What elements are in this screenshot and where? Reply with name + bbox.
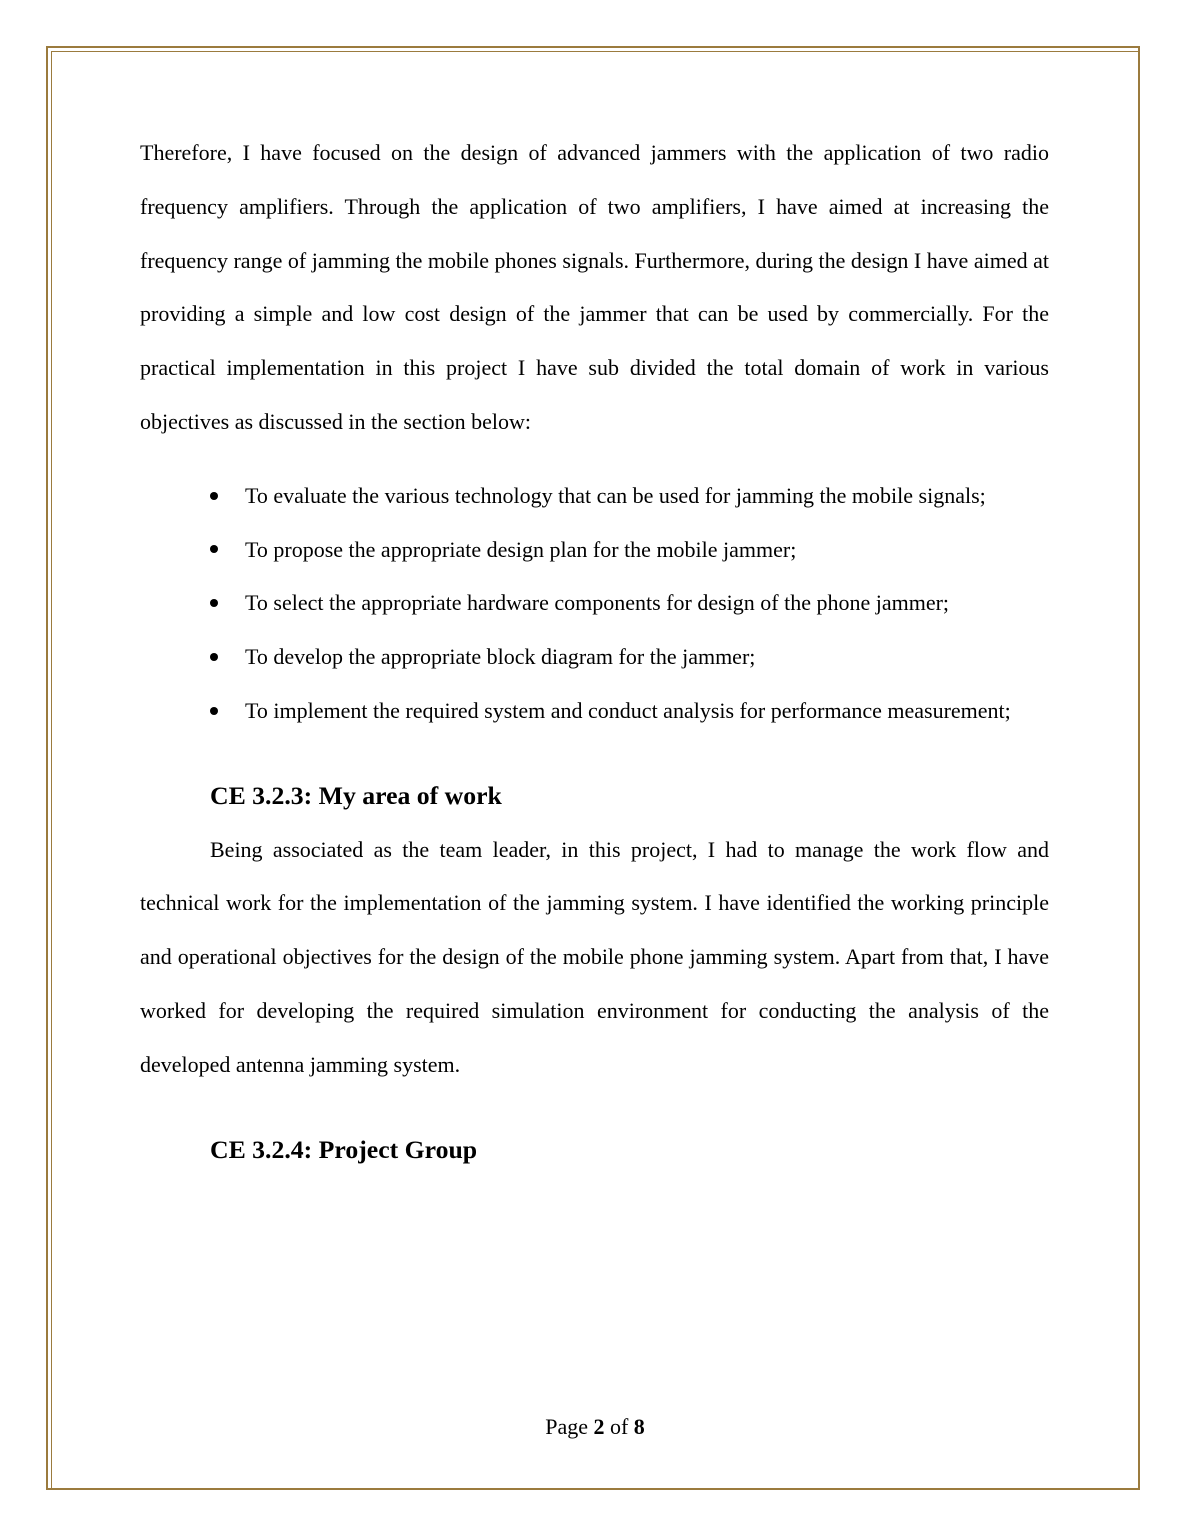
bullet-icon [210,576,220,630]
page-label: Page [545,1414,588,1439]
list-item [140,576,1049,630]
page-total: 8 [633,1414,645,1439]
list-item-text: To propose the appropriate design plan for the mobile jammer; [245,536,797,562]
area-of-work-paragraph: Being associated as the team leader, in this project, I had to manage the work flow and technical work for the implementation of the jamming system. I have identified the working principle and operational objectives for the design of the mobile phone jamming system. Apart from that, I have worked for developing the required simulation environment for conducting the analysis of the developed antenna jamming system. [140,836,1049,1077]
bullet-icon [210,469,220,523]
bullet-icon [210,523,220,577]
list-item-text: To select the appropriate hardware components for design of the phone jammer; [245,590,950,616]
list-item [140,469,1049,523]
section-heading-project-group: CE 3.2.4: Project Group [210,1134,478,1164]
intro-paragraph: Therefore, I have focused on the design of advanced jammers with the application of two radio frequency amplifiers. Through the application of two amplifiers, I have aimed at increasing the frequency range of jamming the mobile phones signals. Furthermore, during the design I have aimed at providing a simple and low cost design of the jammer that can be used by commercially. For the practical implementation in this project I have sub divided the total domain of work in various objectives as discussed in the section below: [140,140,1049,434]
page-number-footer [0,1414,1190,1440]
list-item [140,523,1049,577]
list-item-text: To implement the required system and conduct analysis for performance measurement; [245,697,1011,723]
list-item [140,630,1049,684]
list-item-text: To develop the appropriate block diagram for the jammer; [245,644,756,670]
list-item-text: To evaluate the various technology that can be used for jamming the mobile signals; [245,482,986,508]
bullet-icon [210,684,220,738]
objectives-list [140,469,1049,738]
section-heading-area-of-work: CE 3.2.3: My area of work [210,780,502,810]
document-body [140,126,1049,1176]
page-current: 2 [593,1414,605,1439]
list-item [140,684,1049,738]
bullet-icon [210,630,220,684]
page-separator: of [609,1414,629,1439]
